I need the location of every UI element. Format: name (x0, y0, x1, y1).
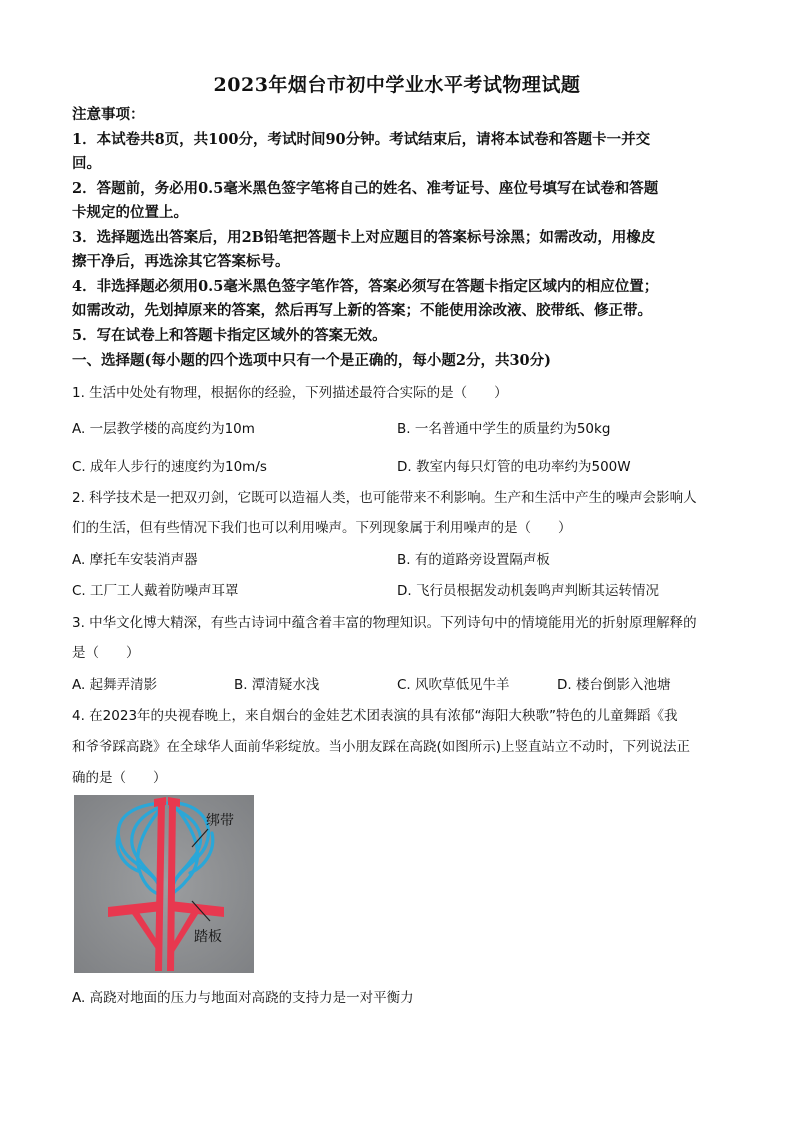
notice-line-2: 回。 (72, 155, 101, 172)
q4-option-a: A. 高跷对地面的压力与地面对高跷的支持力是一对平衡力 (72, 990, 414, 1006)
notice-heading: 注意事项： (72, 106, 145, 123)
q4-stem-line-3: 确的是（ ） (72, 770, 167, 786)
q3-option-b: B. 潭清疑水浅 (234, 677, 320, 693)
stilt-figure (74, 795, 254, 973)
notice-line-7: 4．非选择题必须用0.5毫米黑色签字笔作答，答案必须写在答题卡指定区域内的相应位置； (72, 278, 659, 295)
q4-stem-line-1: 4. 在2023年的央视春晚上，来自烟台的金娃艺术团表演的具有浓郁“海阳大秧歌”特色的儿童舞蹈《我 (72, 708, 678, 724)
q1-option-d: D. 教室内每只灯管的电功率约为500W (397, 459, 631, 475)
section-heading: 一、选择题(每小题的四个选项中只有一个是正确的，每小题2分，共30分) (72, 352, 551, 369)
q2-option-b: B. 有的道路旁设置隔声板 (397, 552, 550, 568)
notice-line-9: 5．写在试卷上和答题卡指定区域外的答案无效。 (72, 327, 387, 344)
q2-option-d: D. 飞行员根据发动机轰鸣声判断其运转情况 (397, 583, 659, 599)
notice-line-5: 3．选择题选出答案后，用2B铅笔把答题卡上对应题目的答案标号涂黑；如需改动，用橡皮 (72, 229, 656, 246)
q2-stem-line-2: 们的生活，但有些情况下我们也可以利用噪声。下列现象属于利用噪声的是（ ） (72, 520, 572, 536)
label-strap: 绑带 (206, 813, 234, 829)
q4-stem-line-2: 和爷爷踩高跷》在全球华人面前华彩绽放。当小朋友踩在高跷(如图所示)上竖直站立不动时，下列说法正 (72, 739, 691, 755)
q1-option-a: A. 一层教学楼的高度约为10m (72, 421, 255, 437)
q3-stem-line-2: 是（ ） (72, 645, 140, 661)
notice-line-8: 如需改动，先划掉原来的答案，然后再写上新的答案；不能使用涂改液、胶带纸、修正带。 (72, 302, 652, 319)
label-pedal: 踏板 (194, 929, 222, 945)
notice-line-6: 擦干净后，再选涂其它答案标号。 (72, 253, 290, 270)
q3-stem-line-1: 3. 中华文化博大精深，有些古诗词中蕴含着丰富的物理知识。下列诗句中的情境能用光的折射原理解释的 (72, 615, 697, 631)
q1-stem: 1. 生活中处处有物理，根据你的经验，下列描述最符合实际的是（ ） (72, 385, 508, 401)
q1-option-c: C. 成年人步行的速度约为10m/s (72, 459, 267, 475)
notice-line-4: 卡规定的位置上。 (72, 204, 188, 221)
q3-option-a: A. 起舞弄清影 (72, 677, 158, 693)
q1-option-b: B. 一名普通中学生的质量约为50kg (397, 421, 611, 437)
stilt-photo (74, 795, 254, 973)
notice-line-3: 2．答题前，务必用0.5毫米黑色签字笔将自己的姓名、准考证号、座位号填写在试卷和答题 (72, 180, 659, 197)
q2-option-a: A. 摩托车安装消声器 (72, 552, 198, 568)
q2-option-c: C. 工厂工人戴着防噪声耳罩 (72, 583, 239, 599)
q3-option-c: C. 风吹草低见牛羊 (397, 677, 510, 693)
q3-option-d: D. 楼台倒影入池塘 (557, 677, 671, 693)
notice-line-1: 1．本试卷共8页，共100分，考试时间90分钟。考试结束后，请将本试卷和答题卡一并交 (72, 131, 651, 148)
page-title: 2023年烟台市初中学业水平考试物理试题 (213, 74, 581, 96)
q2-stem-line-1: 2. 科学技术是一把双刃剑，它既可以造福人类，也可能带来不利影响。生产和生活中产生的噪声会影响人 (72, 490, 697, 506)
